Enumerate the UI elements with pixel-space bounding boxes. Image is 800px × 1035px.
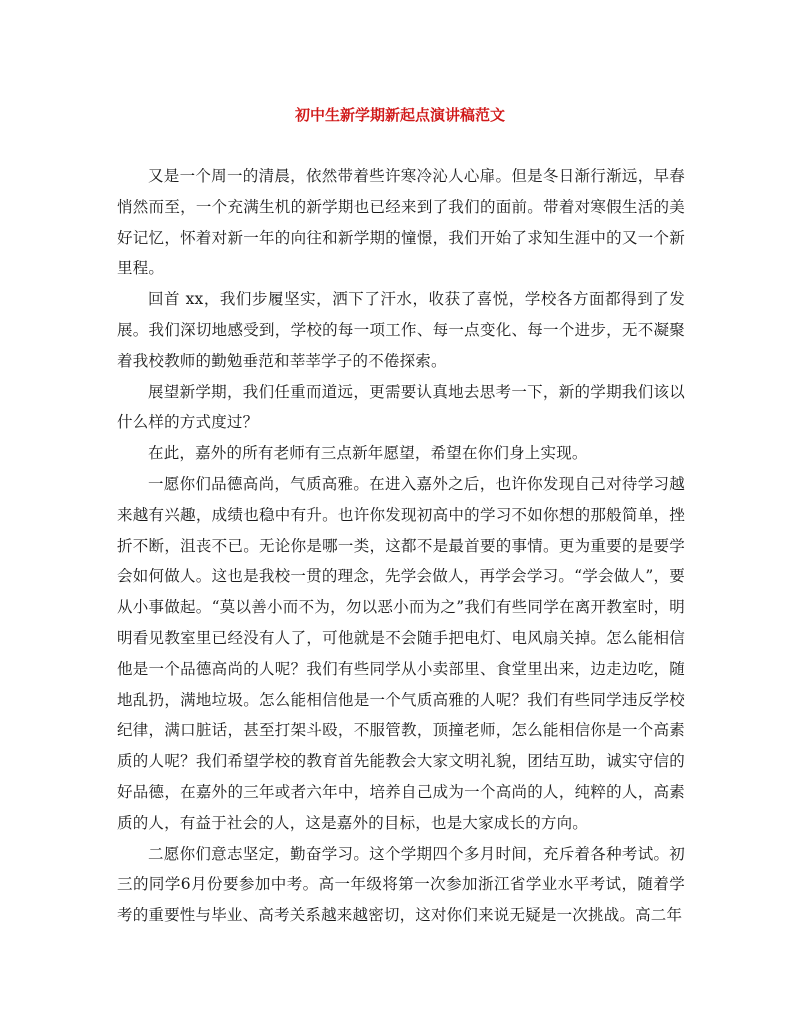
document-title: 初中生新学期新起点演讲稿范文: [294, 106, 505, 124]
paragraph: 一愿你们品德高尚，气质高雅。在进入嘉外之后，也许你发现自己对待学习越来越有兴趣，成绩也稳中有升。也许你发现初高中的学习不如你想的那般简单，挫折不断，沮丧不已。无论你是哪一类，这都不是最首要的事情。更为重要的是要学会如何做人。这也是我校一贯的理念，先学会做人，再学会学习。“学会做人”，要从小事做起。“莫以善小而不为，勿以恶小而为之”我们有些同学在离开教室时，明明看见教室里已经没有人了，可他就是不会随手把电灯、电风扇关掉。怎么能相信他是一个品德高尚的人呢？我们有些同学从小卖部里、食堂里出来，边走边吃，随地乱扔，满地垃圾。怎么能相信他是一个气质高雅的人呢？我们有些同学违反学校纪律，满口脏话，甚至打架斗殴，不服管教，顶撞老师，怎么能相信你是一个高素质的人呢？我们希望学校的教育首先能教会大家文明礼貌，团结互助，诚实守信的好品德，在嘉外的三年或者六年中，培养自己成为一个高尚的人，纯粹的人，高素质的人，有益于社会的人，这是嘉外的目标，也是大家成长的方向。: [117, 474, 685, 832]
document-body: [117, 161, 685, 931]
paragraph: 回首 xx，我们步履坚实，洒下了汗水，收获了喜悦，学校各方面都得到了发展。我们深切地感受到，学校的每一项工作、每一点变化、每一个进步，无不凝聚着我校教师的勤勉垂范和莘莘学子的不倦探索。: [117, 290, 685, 370]
paragraph: 在此，嘉外的所有老师有三点新年愿望，希望在你们身上实现。: [148, 444, 588, 463]
paragraph: 二愿你们意志坚定，勤奋学习。这个学期四个多月时间，充斥着各种考试。初三的同学6月份要参加中考。高一年级将第一次参加浙江省学业水平考试，随着学考的重要性与毕业、高考关系越来越密切，这对你们来说无疑是一次挑战。高二年: [117, 844, 685, 925]
paragraph: 又是一个周一的清晨，依然带着些许寒冷沁人心扉。但是冬日渐行渐远，早春悄然而至，一个充满生机的新学期也已经来到了我们的面前。带着对寒假生活的美好记忆，怀着对新一年的向往和新学期的憧憬，我们开始了求知生涯中的又一个新里程。: [117, 167, 685, 278]
paragraph: 展望新学期，我们任重而道远，更需要认真地去思考一下，新的学期我们该以什么样的方式度过？: [117, 382, 685, 432]
